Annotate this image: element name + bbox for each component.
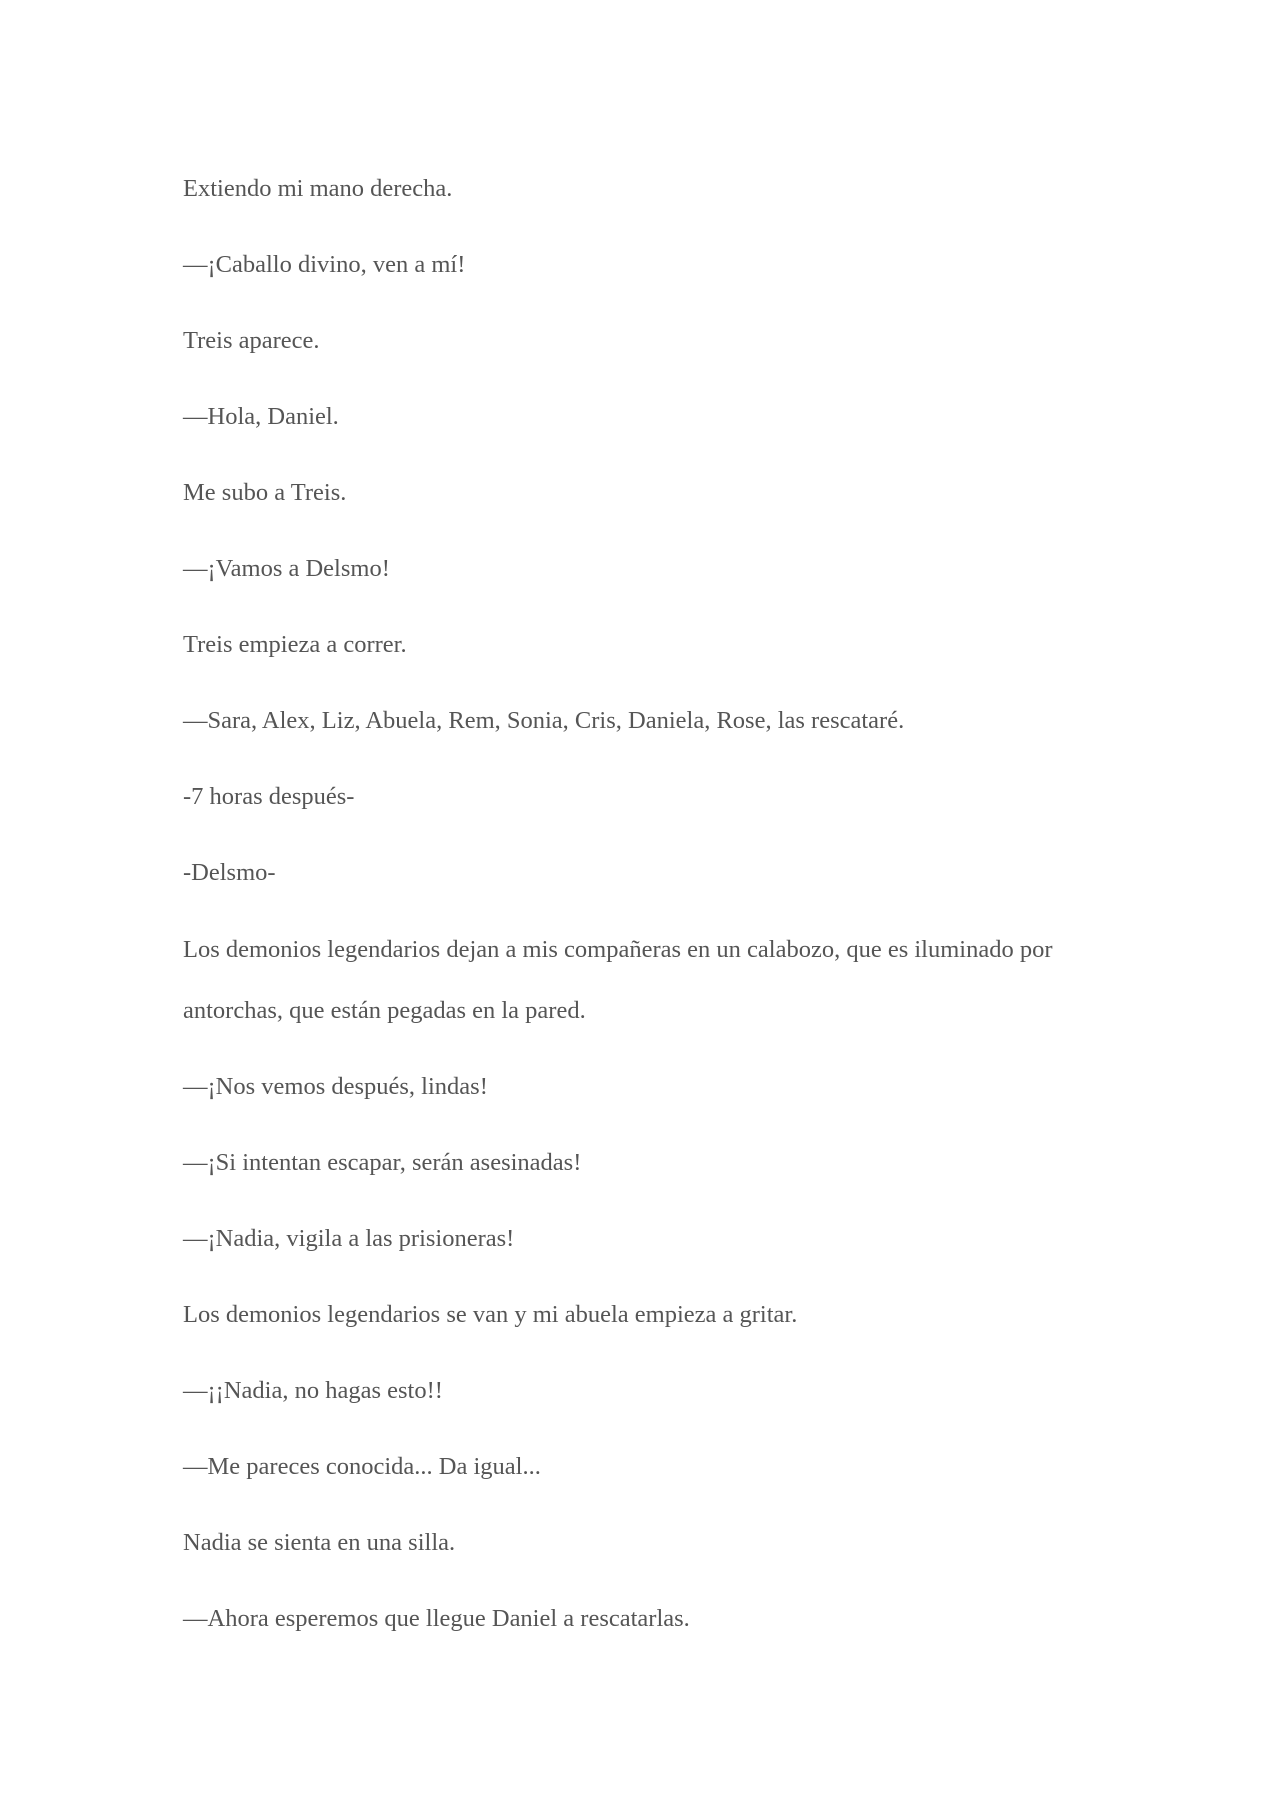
- paragraph: Treis empieza a correr.: [183, 631, 407, 658]
- paragraph: Me subo a Treis.: [183, 479, 347, 506]
- dialogue-line: —Ahora esperemos que llegue Daniel a rescatarlas.: [183, 1605, 690, 1632]
- paragraph: Treis aparece.: [183, 327, 320, 354]
- dialogue-line: —¡Caballo divino, ven a mí!: [183, 251, 466, 278]
- dialogue-line: —Hola, Daniel.: [183, 403, 339, 430]
- scene-time-marker: -7 horas después-: [183, 783, 355, 810]
- paragraph: Nadia se sienta en una silla.: [183, 1529, 456, 1556]
- dialogue-line: —¡Si intentan escapar, serán asesinadas!: [183, 1149, 582, 1176]
- dialogue-line: —Sara, Alex, Liz, Abuela, Rem, Sonia, Cris, Daniela, Rose, las rescataré.: [183, 707, 905, 734]
- paragraph: Extiendo mi mano derecha.: [183, 175, 453, 202]
- document-body: [183, 174, 1103, 1680]
- paragraph: Los demonios legendarios se van y mi abuela empieza a gritar.: [183, 1301, 798, 1328]
- paragraph: Los demonios legendarios dejan a mis compañeras en un calabozo, que es iluminado por antorchas, que están pegadas en la pared.: [183, 936, 1053, 1024]
- dialogue-line: —¡¡Nadia, no hagas esto!!: [183, 1377, 443, 1404]
- dialogue-line: —¡Nos vemos después, lindas!: [183, 1073, 488, 1100]
- dialogue-line: —Me pareces conocida... Da igual...: [183, 1453, 541, 1480]
- dialogue-line: —¡Nadia, vigila a las prisioneras!: [183, 1225, 515, 1252]
- dialogue-line: —¡Vamos a Delsmo!: [183, 555, 390, 582]
- scene-location-marker: -Delsmo-: [183, 859, 276, 886]
